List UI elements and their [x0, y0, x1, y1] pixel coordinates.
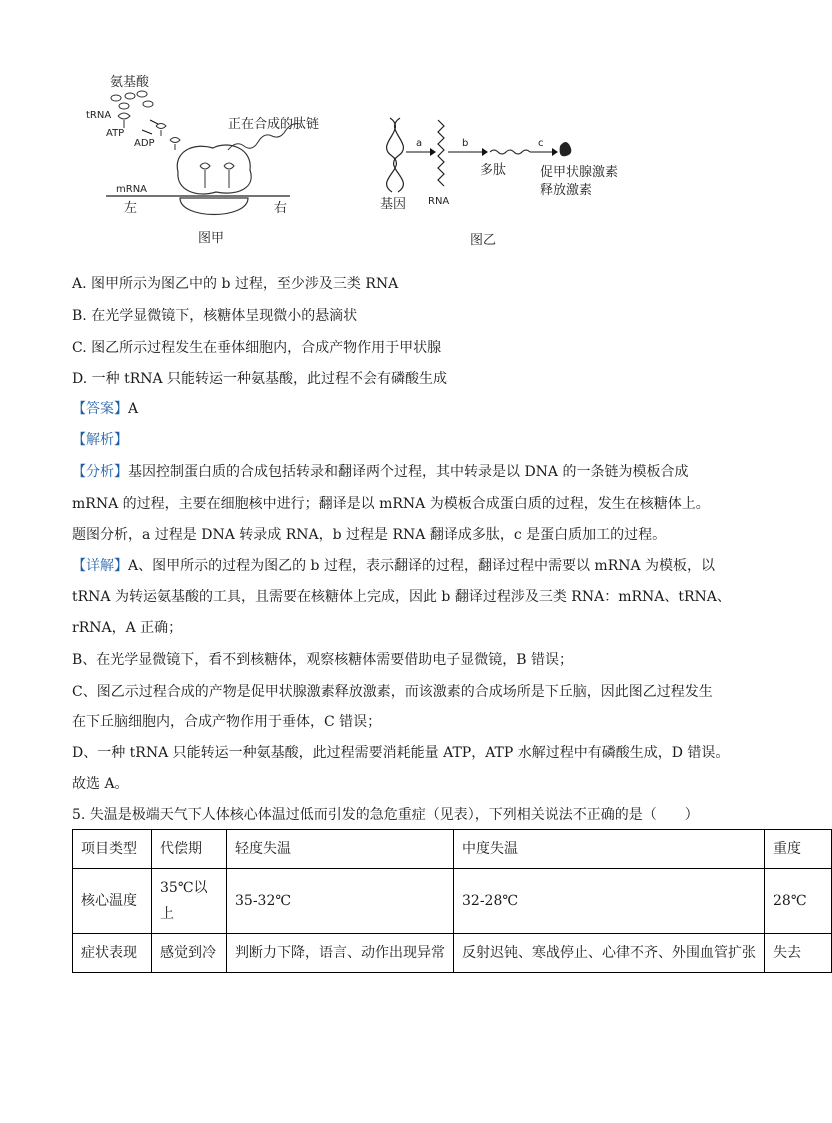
option-b: B. 在光学显微镜下，核糖体呈现微小的悬滴状 — [72, 308, 358, 324]
table-header-cell: 代偿期 — [152, 830, 227, 869]
analysis-heading — [72, 430, 128, 450]
table-header-cell: 项目类型 — [73, 830, 152, 869]
detail-line-5: C、图乙示过程合成的产物是促甲状腺激素释放激素，而该激素的合成场所是下丘脑，因此图乙过程发生 — [72, 684, 713, 700]
detail-line-1 — [72, 556, 715, 576]
table-cell: 症状表现 — [73, 934, 152, 973]
table-cell: 感觉到冷 — [152, 934, 227, 973]
ribosome-large-subunit — [177, 145, 251, 194]
fenxi-tag: 【分析】 — [72, 464, 128, 480]
table-cell: 32-28℃ — [454, 869, 765, 934]
figure-b-caption: 图乙 — [470, 233, 497, 248]
analysis-line-3: 题图分析，a 过程是 DNA 转录成 RNA，b 过程是 RNA 翻译成多肽，c 是蛋白质加工的过程。 — [72, 527, 667, 543]
label-peptide: 正在合成的肽链 — [228, 117, 320, 132]
question-5: 5. 失温是极端天气下人体核心体温过低而引发的急危重症（见表），下列相关说法不正确的是（ ） — [72, 807, 699, 823]
label-step-c: c — [538, 138, 544, 149]
answer-line — [72, 399, 138, 419]
table-header-cell: 中度失温 — [454, 830, 765, 869]
detail-line-7: D、一种 tRNA 只能转运一种氨基酸，此过程需要消耗能量 ATP，ATP 水解过程中有磷酸生成，D 错误。 — [72, 745, 730, 761]
hypothermia-table — [72, 829, 832, 973]
label-rna: RNA — [428, 196, 450, 207]
table-header-cell: 重度 — [765, 830, 832, 869]
detail-line-6: 在下丘脑细胞内，合成产物作用于垂体，C 错误； — [72, 714, 382, 730]
amino-acid-molecules — [111, 91, 153, 109]
figure-a-caption: 图甲 — [198, 231, 225, 246]
table-cell: 反射迟钝、寒战停止、心律不齐、外围血管扩张 — [454, 934, 765, 973]
table-header-row — [73, 830, 832, 869]
table-cell: 核心温度 — [73, 869, 152, 934]
table-cell: 35℃以上 — [152, 869, 227, 934]
table-cell: 28℃ — [765, 869, 832, 934]
option-d: D. 一种 tRNA 只能转运一种氨基酸，此过程不会有磷酸生成 — [72, 371, 448, 387]
table-cell: 判断力下降，语言、动作出现异常 — [227, 934, 454, 973]
polypeptide-chain — [490, 150, 530, 154]
label-right: 右 — [274, 201, 288, 216]
table-row — [73, 934, 832, 973]
figure-translation — [78, 70, 338, 250]
option-c: C. 图乙所示过程发生在垂体细胞内，合成产物作用于甲状腺 — [72, 340, 442, 356]
detail-tag: 【详解】 — [72, 558, 128, 574]
label-trna: tRNA — [86, 110, 112, 121]
label-step-b: b — [462, 138, 469, 149]
analysis-line-2: mRNA 的过程，主要在细胞核中进行；翻译是以 mRNA 为模板合成蛋白质的过程，发生在核糖体上。 — [72, 496, 710, 512]
label-gene: 基因 — [380, 197, 407, 212]
process-arrows — [142, 120, 158, 134]
table-row — [73, 869, 832, 934]
table-cell: 失去 — [765, 934, 832, 973]
rna-strand — [438, 120, 444, 186]
detail-text-1: A、图甲所示的过程为图乙的 b 过程，表示翻译的过程，翻译过程中需要以 mRNA 为模板，以 — [128, 558, 716, 574]
answer-value: A — [128, 401, 139, 417]
detail-line-4: B、在光学显微镜下，看不到核糖体，观察核糖体需要借助电子显微镜，B 错误； — [72, 652, 574, 668]
label-step-a: a — [416, 138, 423, 149]
label-hormone-line1: 促甲状腺激素 — [540, 165, 619, 180]
folded-protein — [560, 142, 572, 156]
label-adp: ADP — [134, 138, 155, 149]
label-hormone-line2: 释放激素 — [540, 183, 593, 198]
analysis-text-1: 基因控制蛋白质的合成包括转录和翻译两个过程，其中转录是以 DNA 的一条链为模板合成 — [128, 464, 689, 480]
label-mrna: mRNA — [116, 184, 148, 195]
detail-line-3: rRNA，A 正确； — [72, 620, 183, 636]
option-a: A. 图甲所示为图乙中的 b 过程，至少涉及三类 RNA — [72, 276, 399, 292]
detail-line-8: 故选 A。 — [72, 776, 129, 792]
label-atp: ATP — [106, 128, 125, 139]
ribosome-small-subunit — [180, 198, 248, 215]
figure-gene-expression — [370, 110, 630, 255]
answer-tag: 【答案】 — [72, 401, 128, 417]
analysis-tag: 【解析】 — [72, 432, 128, 448]
table-header-cell: 轻度失温 — [227, 830, 454, 869]
label-left: 左 — [124, 201, 138, 216]
label-amino-acid: 氨基酸 — [110, 75, 150, 90]
gene-helix — [387, 118, 404, 192]
label-polypeptide: 多肽 — [480, 163, 507, 178]
table-cell: 35-32℃ — [227, 869, 454, 934]
analysis-line-1 — [72, 462, 688, 482]
detail-line-2: tRNA 为转运氨基酸的工具，且需要在核糖体上完成，因此 b 翻译过程涉及三类 RNA：mRNA、tRNA、 — [72, 589, 731, 605]
